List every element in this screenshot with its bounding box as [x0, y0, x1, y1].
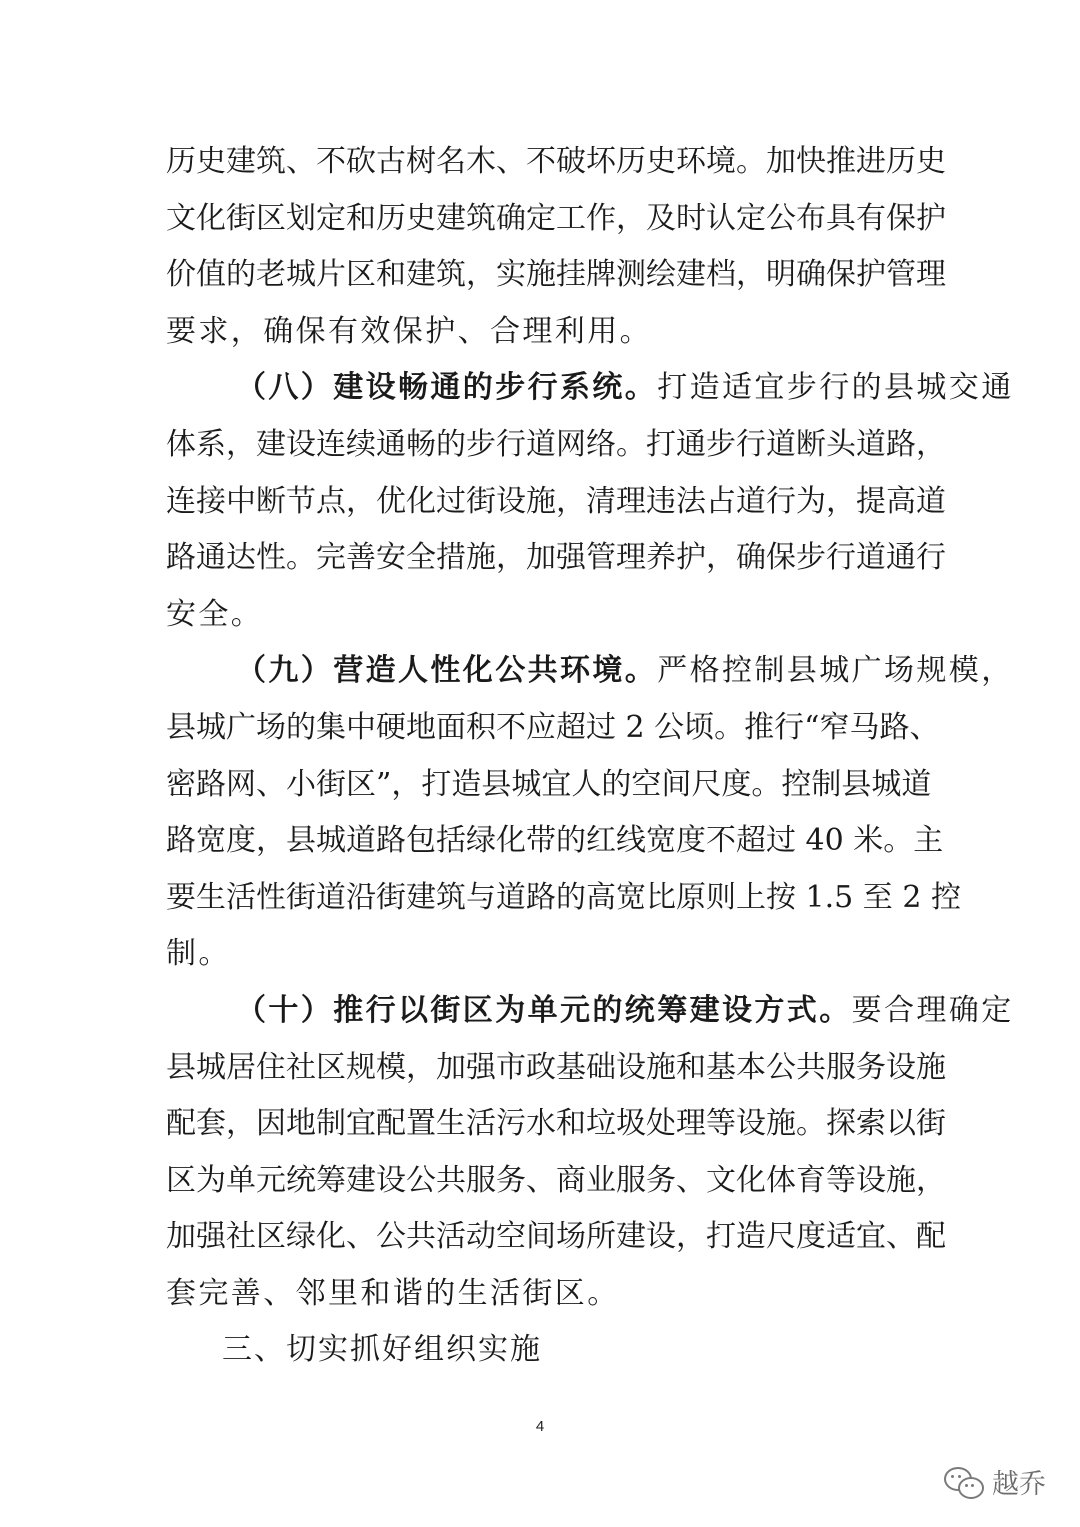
text-line: 配套，因地制宜配置生活污水和垃圾处理等设施。探索以街 [166, 1106, 946, 1142]
text-line: 文化街区划定和历史建筑确定工作，及时认定公布具有保护 [166, 200, 946, 236]
body-text [166, 134, 1014, 1322]
text-line: 路宽度，县城道路包括绿化带的红线宽度不超过 40 米。主 [166, 823, 944, 859]
text-line: 要求，确保有效保护、合理利用。 [166, 313, 652, 349]
text-line: 要生活性街道沿街建筑与道路的高宽比原则上按 1.5 至 2 控 [166, 879, 961, 915]
page-number: 4 [535, 1418, 545, 1435]
watermark [944, 1462, 1046, 1501]
text-line: 安全。 [166, 596, 264, 632]
paragraph-9-first-line [166, 643, 1014, 700]
text-line: 体系，建设连续通畅的步行道网络。打通步行道断头道路， [166, 426, 946, 462]
text-line: 制。 [166, 936, 231, 972]
paragraph-10-first-line-rest: 要合理确定 [851, 992, 1014, 1028]
paragraph-8-heading: （八）建设畅通的步行系统。 [236, 370, 658, 406]
text-line: 区为单元统筹建设公共服务、商业服务、文化体育等设施， [166, 1162, 946, 1198]
text-line: 连接中断节点，优化过街设施，清理违法占道行为，提高道 [166, 483, 946, 519]
text-line: 路通达性。完善安全措施，加强管理养护，确保步行道通行 [166, 540, 946, 576]
paragraph-9-first-line-rest: 严格控制县城广场规模， [657, 653, 1014, 689]
section-heading: 三、切实抓好组织实施 [222, 1332, 542, 1367]
paragraph-9-heading: （九）营造人性化公共环境。 [236, 653, 658, 689]
paragraph-10-heading: （十）推行以街区为单元的统筹建设方式。 [236, 992, 852, 1028]
text-line: 县城广场的集中硬地面积不应超过 2 公顷。推行“窄马路、 [166, 709, 940, 745]
paragraph-8-first-line [166, 360, 1014, 417]
text-line: 历史建筑、不砍古树名木、不破坏历史环境。加快推进历史 [166, 144, 946, 179]
text-line: 县城居住社区规模，加强市政基础设施和基本公共服务设施 [166, 1049, 946, 1085]
paragraph-8-first-line-rest: 打造适宜步行的县城交通 [657, 370, 1014, 406]
paragraph-10-first-line [166, 983, 1014, 1040]
text-line: 价值的老城片区和建筑，实施挂牌测绘建档，明确保护管理 [166, 257, 946, 293]
watermark-text: 越乔 [992, 1469, 1046, 1500]
text-line: 加强社区绿化、公共活动空间场所建设，打造尺度适宜、配 [166, 1219, 946, 1255]
text-line: 套完善、邻里和谐的生活街区。 [166, 1275, 620, 1311]
wechat-icon [944, 1465, 984, 1499]
text-line: 密路网、小街区”，打造县城宜人的空间尺度。控制县城道 [166, 766, 932, 802]
